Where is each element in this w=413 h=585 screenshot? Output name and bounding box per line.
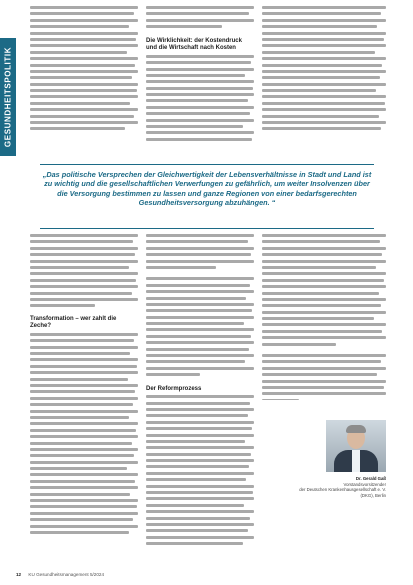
section-heading-3: Der Reformprozess: [146, 385, 202, 392]
text-column-bottom-3: [262, 234, 386, 400]
author-name: Dr. Gerald Gaß: [355, 476, 386, 481]
text-column-top-2: [146, 6, 254, 156]
text-column-top-1: [30, 6, 138, 156]
text-column-bottom-1: [30, 234, 138, 564]
section-heading-2: Transformation – wer zahlt die Zeche?: [30, 315, 117, 330]
author-caption: [270, 476, 386, 498]
author-role-line-3: (DKG), Berlin: [360, 492, 386, 498]
page-footer: [16, 572, 396, 578]
author-photo: [326, 420, 386, 472]
section-heading-1: Die Wirklichkeit: der Kostendruck und die Wirtschaft nach Kosten: [146, 37, 242, 52]
section-tab-label: GESUNDHEITSPOLITIK: [3, 46, 13, 148]
publication-name: KU Gesundheitsmanagement 5/2024: [28, 572, 104, 577]
pull-quote: „Das politische Versprechen der Gleichwertigkeit der Lebensverhältnisse in Stadt und Land ist zu wichtig und die gesellschaftlichen Verwerfungen zu gefährlich, um weiter Insolvenzen über die Versorgung bestimmen zu lassen und ganze Regionen von einer bedarfsgerechten Gesundheitsversorgung abzuhängen. “: [42, 170, 372, 207]
section-tab: [0, 38, 16, 156]
text-column-bottom-2: [146, 234, 254, 564]
quote-rule-top: [40, 164, 374, 165]
author-role-line-1: Vorstandsvorsitzender: [343, 481, 386, 487]
text-column-right-top: [262, 6, 386, 156]
author-role-line-2: der Deutschen Krankenhausgesellschaft e. V.: [299, 487, 386, 493]
quote-rule-bottom: [40, 228, 374, 229]
page-number: 12: [16, 572, 22, 577]
